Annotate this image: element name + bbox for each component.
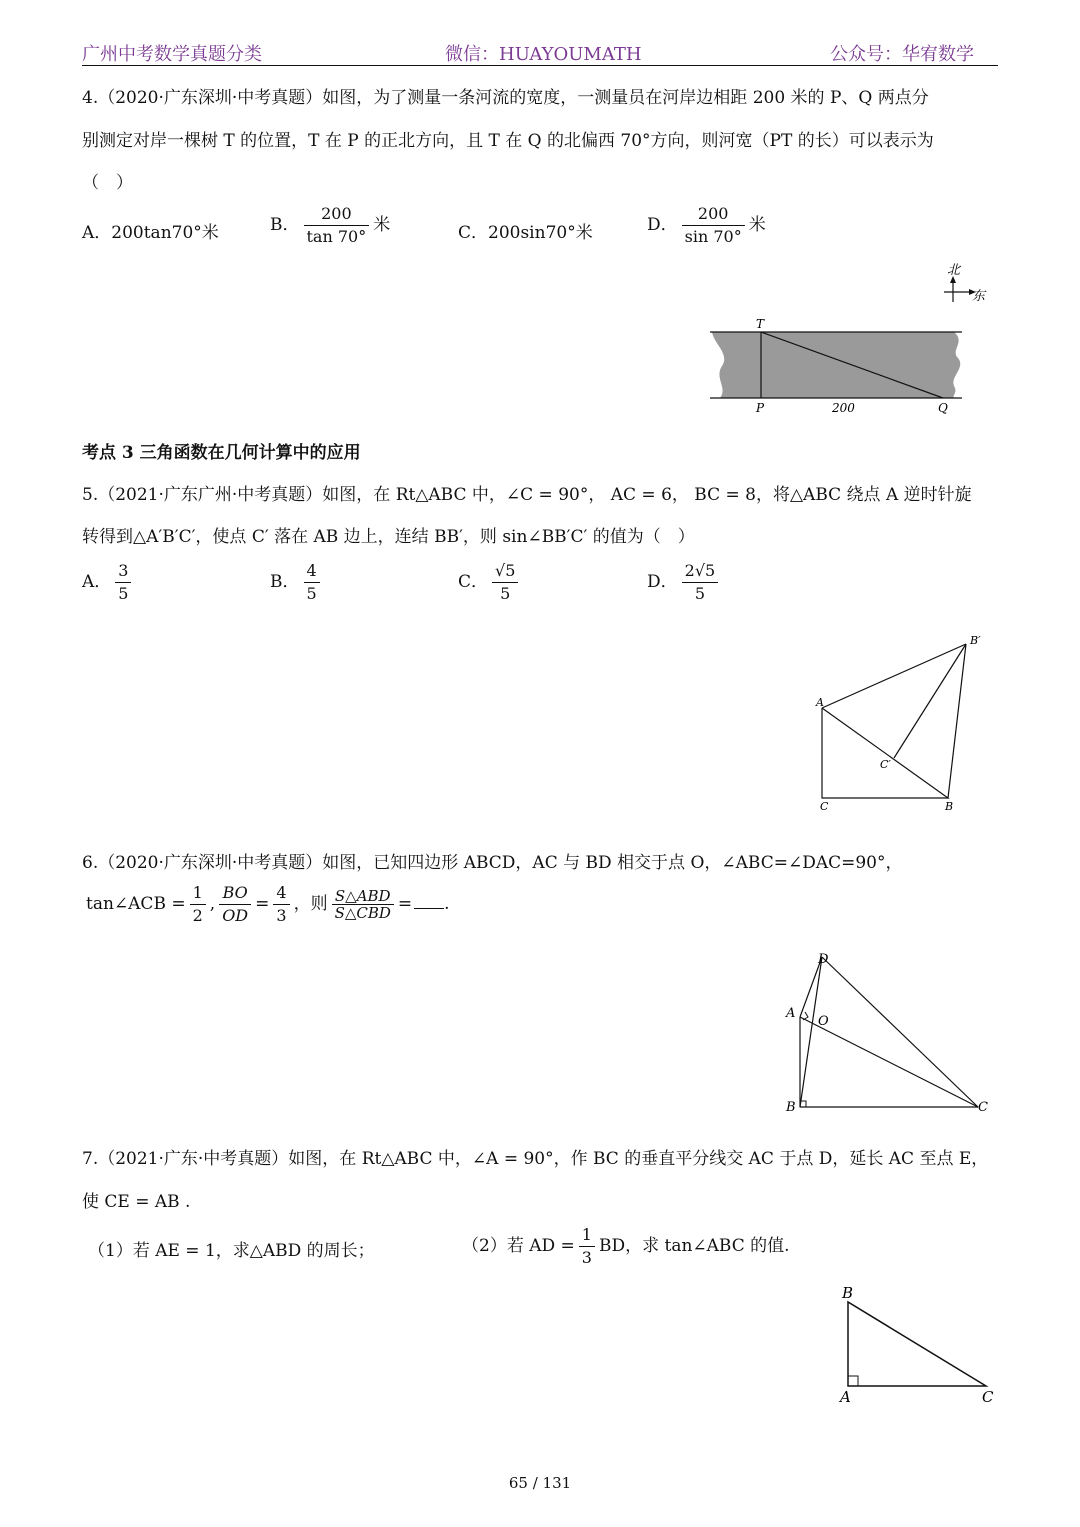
label-c: C [978,1100,988,1115]
q6-line2: tan∠ACB = $\frac{1}{2}$ , $\frac{BO}{OD}$ = $\frac{4}{3}$ ，则 $\frac{\text{S△ABD}}{\text{S△CBD}}$ = . [86,883,450,925]
q5-option-d: D． $\frac{2√5}{5}$ [647,560,722,605]
header-rule [82,65,998,66]
label-c-prime: C′ [880,758,891,771]
q4-line2: 别测定对岸一棵树 T 的位置，T 在 P 的正北方向，且 T 在 Q 的北偏西 70°方向，则河宽（PT 的长）可以表示为 [82,131,934,151]
label-p: P [756,401,765,415]
q5-line2: 转得到△A′B′C′，使点 C′ 落在 AB 边上，连结 BB′，则 sin∠BB′C′ 的值为（ ） [82,527,695,547]
q7-right-triangle-figure [830,1280,1010,1410]
q6-quadrilateral-figure [770,945,1000,1125]
q4-option-d: D． $\frac{200}{\sin 70^\circ}$ 米 [647,204,766,246]
label-d: D [818,952,829,967]
header-right: 公众号：华宥数学 [830,44,974,65]
river-area [712,332,960,398]
label-c: C [982,1388,994,1406]
compass-east-label: 东 [972,289,986,304]
q4-option-a: A．200tan70°米 [82,223,219,243]
q5-option-c: C． $\frac{√5}{5}$ [458,560,522,605]
q6-line1: 6.（2020·广东深圳·中考真题）如图，已知四边形 ABCD，AC 与 BD 相交于点 O，∠ABC=∠DAC=90°， [82,853,903,873]
label-b: B [842,1284,854,1302]
triangle-abc [848,1302,986,1386]
q5-line1: 5.（2021·广东广州·中考真题）如图，在 Rt△ABC 中，∠C = 90°， AC = 6， BC = 8，将△ABC 绕点 A 逆时针旋 [82,485,972,505]
q7-part2: （2）若 AD = $\frac{1}{3}$ BD，求 tan∠ABC 的值. [462,1225,790,1267]
section-heading: 考点 3 三角函数在几何计算中的应用 [82,443,361,463]
page-number: 65 / 131 [508,1474,572,1492]
segment-bb-prime [948,644,966,798]
diagonal-bd [800,957,822,1107]
header-center: 微信：HUAYOUMATH [445,44,642,65]
q7-line1: 7.（2021·广东·中考真题）如图，在 Rt△ABC 中，∠A = 90°，作 BC 的垂直平分线交 AC 于点 D，延长 AC 至点 E， [82,1149,989,1169]
q4-line3: （ ） [82,173,133,193]
triangle-abc [822,708,948,798]
q7-line2: 使 CE = AB . [82,1192,191,1212]
label-c: C [820,800,829,813]
q4-river-figure [700,260,1000,420]
label-b-prime: B′ [970,634,981,647]
label-distance: 200 [832,401,855,415]
header-left: 广州中考数学真题分类 [82,44,262,65]
answer-blank [414,908,444,909]
label-b: B [945,800,954,813]
label-q: Q [938,401,948,415]
label-b: B [786,1100,796,1115]
q5-option-a: A． $\frac{3}{5}$ [82,560,135,605]
q4-line1: 4.（2020·广东深圳·中考真题）如图，为了测量一条河流的宽度，一测量员在河岸边相距 200 米的 P、Q 两点分 [82,88,929,108]
label-a: A [840,1388,851,1406]
label-a: A [786,1006,796,1021]
q5-rotation-figure [800,628,1000,818]
diagonal-ac [800,1017,978,1107]
q7-part1: （1）若 AE = 1，求△ABD 的周长； [88,1241,375,1261]
q5-option-b: B． $\frac{4}{5}$ [270,560,324,605]
segment-ab-prime [822,644,966,708]
compass-north-label: 北 [947,263,961,278]
label-a: A [816,696,824,709]
q4-option-b: B． $\frac{200}{\tan 70^\circ}$ 米 [270,204,391,246]
label-o: O [818,1014,829,1029]
label-t: T [756,317,765,331]
q4-option-c: C．200sin70°米 [458,223,593,243]
